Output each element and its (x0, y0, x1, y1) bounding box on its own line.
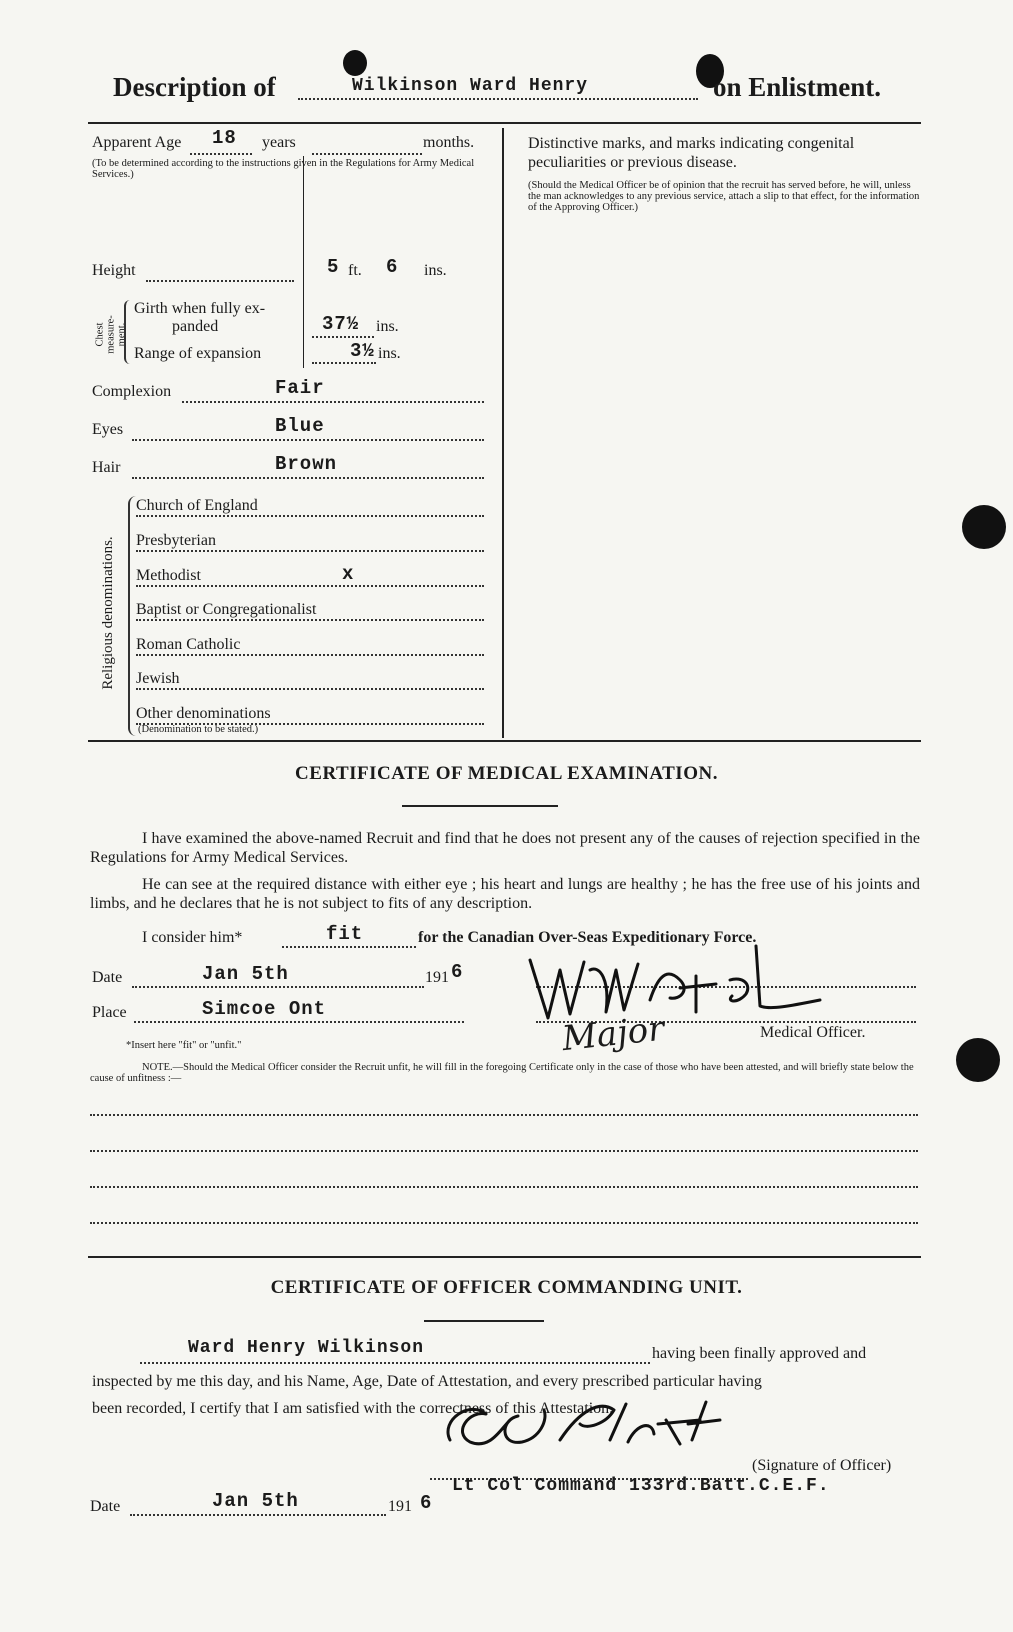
place-value: Simcoe Ont (202, 998, 327, 1020)
header-name: Wilkinson Ward Henry (352, 76, 589, 96)
range-label: Range of expansion (134, 345, 262, 362)
religion-brace (128, 496, 136, 736)
force-label: for the Canadian Over-Seas Expeditionary Force. (418, 929, 757, 946)
complexion-line (182, 401, 484, 403)
range-ins-label: ins. (378, 345, 401, 362)
religion-option-label: Methodist (136, 567, 205, 584)
eyes-label: Eyes (92, 421, 124, 438)
ft-label: ft. (348, 262, 362, 279)
rank-handwritten: Major (560, 1008, 667, 1060)
commanding-date-value: Jan 5th (212, 1490, 299, 1512)
section-rule-2 (88, 1256, 921, 1258)
chest-label: Chest measure-ment. (94, 315, 128, 354)
ins-label: ins. (424, 262, 447, 279)
medical-date-label: Date (92, 969, 123, 986)
commanding-text-2: inspected by me this day, and his Name, Age, Date of Attestation, and every prescribed particular having (92, 1373, 762, 1390)
punch-hole-top-left (343, 50, 367, 76)
eyes-value: Blue (275, 415, 325, 437)
religion-line (136, 515, 484, 517)
age-height-divider (303, 156, 304, 368)
commanding-date-label: Date (90, 1498, 121, 1515)
religion-row (136, 563, 484, 589)
religion-option-label: Other denominations (136, 705, 275, 722)
medical-date-value: Jan 5th (202, 963, 289, 985)
religion-row (136, 532, 484, 554)
eyes-line (132, 439, 484, 441)
years-label: years (262, 134, 296, 151)
height-in-value: 6 (386, 256, 399, 278)
girth-value: 37½ (322, 313, 360, 335)
months-line (312, 153, 422, 155)
girth-label-2: panded (172, 318, 219, 335)
recruit-name-line (140, 1362, 650, 1364)
religion-line (136, 688, 484, 690)
range-value: 3½ (350, 340, 375, 362)
commanding-text-1: having been finally approved and (652, 1345, 867, 1362)
denomination-note: (Denomination to be stated.) (138, 724, 259, 735)
religion-row (136, 497, 484, 519)
place-line (134, 1021, 464, 1023)
age-value: 18 (212, 127, 237, 149)
header-prefix: Description of (113, 72, 276, 102)
medical-para-2: He can see at the required distance with either eye ; his heart and lungs are healthy ; he has the free use of his joints and limbs, and he declares that he is not subject to fits of any description. (90, 876, 920, 912)
girth-ins-label: ins. (376, 318, 399, 335)
range-line (312, 362, 376, 364)
signature-of-officer-label: (Signature of Officer) (752, 1457, 892, 1474)
girth-line (312, 336, 374, 338)
religion-line (136, 654, 484, 656)
commanding-text-3: been recorded, I certify that I am satisfied with the correctness of this Attestation. (92, 1400, 614, 1417)
header-name-line (298, 98, 698, 100)
commanding-officer-signature (430, 1380, 740, 1470)
hair-value: Brown (275, 453, 338, 475)
section-rule-1 (88, 740, 921, 742)
officer-title-value: Lt Col Command 133rd.Batt.C.E.F. (452, 1476, 830, 1496)
complexion-value: Fair (275, 377, 325, 399)
girth-label-1: Girth when fully ex- (134, 300, 266, 317)
religion-line (136, 585, 484, 587)
column-divider (502, 128, 504, 738)
commanding-year-prefix: 191 (388, 1498, 412, 1515)
header-suffix: on Enlistment. (713, 72, 882, 102)
religion-option-label: Presbyterian (136, 532, 220, 549)
insert-note: *Insert here "fit" or "unfit." (126, 1040, 242, 1051)
commanding-year-digit: 6 (420, 1492, 433, 1514)
medical-note: NOTE.—Should the Medical Officer consider the Recruit unfit, he will fill in the foregoing Certificate only in the case of those who have been attested, and will briefly state below the cause of unfitness :— (90, 1062, 914, 1084)
unfitness-line-2 (90, 1150, 918, 1152)
hair-line (132, 477, 484, 479)
chest-brace (124, 300, 132, 364)
religion-option-label: Church of England (136, 497, 262, 514)
medical-title: CERTIFICATE OF MEDICAL EXAMINATION. (295, 763, 718, 784)
age-note: (To be determined according to the instructions given in the Regulations for Army Medical Services.) (92, 158, 475, 180)
unfitness-line-1 (90, 1114, 918, 1116)
marks-note: (Should the Medical Officer be of opinion that the recruit has served before, he will, unless the man acknowledges to any previous service, attach a slip to that effect, for the information of the Approving Officer.) (528, 180, 920, 213)
commanding-title: CERTIFICATE OF OFFICER COMMANDING UNIT. (270, 1277, 743, 1298)
consider-line (282, 946, 416, 948)
religion-row (136, 601, 484, 623)
medical-title-rule (402, 805, 558, 807)
medical-date-line (132, 986, 424, 988)
commanding-date-line (130, 1514, 386, 1516)
religion-row (136, 636, 484, 658)
religion-mark: x (342, 563, 355, 585)
recruit-name-value: Ward Henry Wilkinson (188, 1338, 425, 1358)
religion-option-label: Baptist or Congregationalist (136, 601, 320, 618)
months-label: months. (423, 134, 475, 151)
height-ft-value: 5 (327, 256, 340, 278)
punch-hole-right-upper (962, 505, 1006, 549)
unfitness-line-4 (90, 1222, 918, 1224)
medical-para-1: I have examined the above-named Recruit and find that he does not present any of the causes of rejection specified in the Regulations for Army Medical Services. (90, 830, 920, 866)
unfitness-line-3 (90, 1186, 918, 1188)
header-rule (88, 122, 921, 124)
religion-option-label: Roman Catholic (136, 636, 244, 653)
height-label: Height (92, 262, 136, 279)
religion-line (136, 619, 484, 621)
place-label: Place (92, 1004, 127, 1021)
consider-label: I consider him* (142, 929, 243, 946)
religion-line (136, 550, 484, 552)
medical-year-prefix: 191 (425, 969, 449, 986)
punch-hole-right-lower (956, 1038, 1000, 1082)
medical-officer-label: Medical Officer. (760, 1024, 866, 1041)
commanding-title-rule (424, 1320, 544, 1322)
hair-label: Hair (92, 459, 121, 476)
height-line (146, 280, 294, 282)
age-line (190, 153, 252, 155)
marks-label: Distinctive marks, and marks indicating congenital peculiarities or previous disease. (528, 135, 855, 171)
complexion-label: Complexion (92, 383, 172, 400)
medical-officer-signature (520, 940, 840, 1030)
religion-option-label: Jewish (136, 670, 184, 687)
religion-label: Religious denominations. (100, 536, 116, 690)
religion-row (136, 670, 484, 692)
age-label: Apparent Age (92, 134, 182, 151)
fitness-value: fit (326, 923, 364, 945)
medical-year-digit: 6 (451, 961, 464, 983)
